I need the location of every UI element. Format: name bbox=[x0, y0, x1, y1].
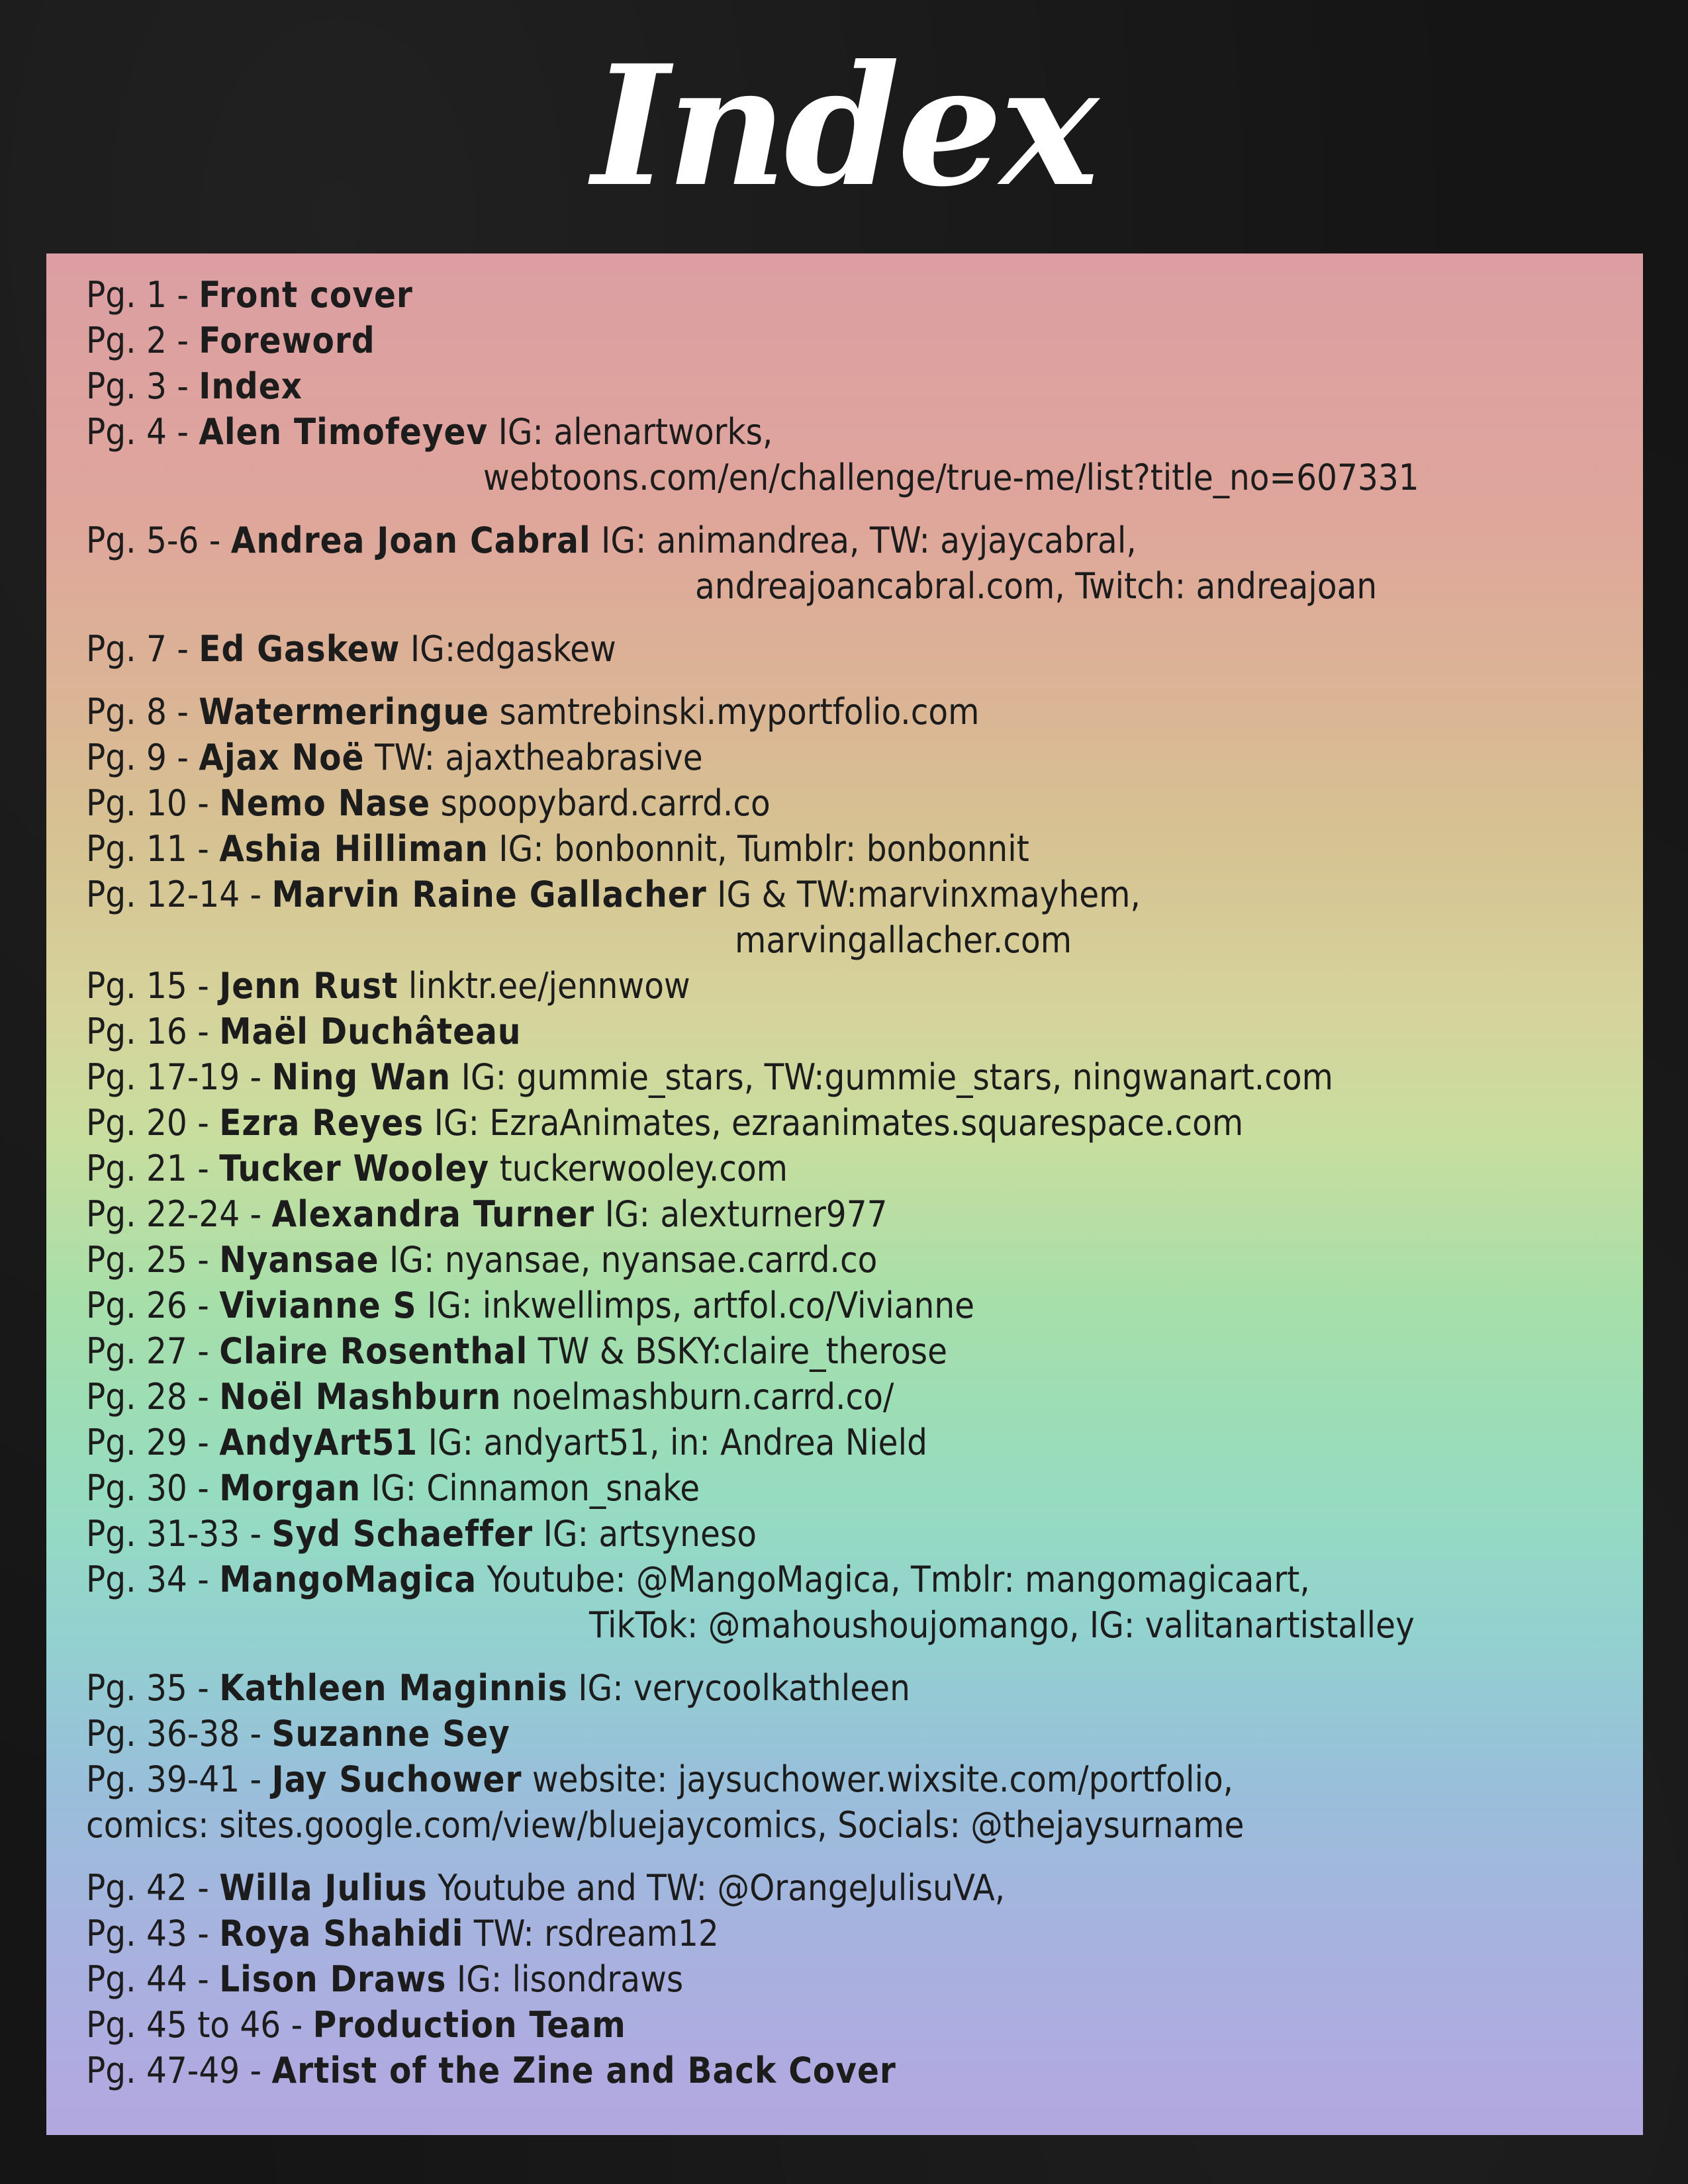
index-entry bbox=[86, 1009, 1628, 1054]
artist-links: IG:edgaskew bbox=[410, 628, 616, 670]
index-entry bbox=[86, 1911, 1628, 1956]
artist-links: website: jaysuchower.wixsite.com/portfolio, bbox=[532, 1758, 1234, 1800]
artist-name: Syd Schaeffer bbox=[271, 1513, 534, 1555]
artist-links: IG: Cinnamon_snake bbox=[371, 1467, 700, 1509]
page-range: Pg. 17-19 - bbox=[86, 1056, 272, 1098]
artist-links: Youtube and TW: @OrangeJulisuVA, bbox=[438, 1867, 1006, 1909]
artist-name: Marvin Raine Gallacher bbox=[271, 874, 707, 915]
artist-links: IG: EzraAnimates, ezraanimates.squarespace.com bbox=[434, 1102, 1244, 1144]
page-range: Pg. 5-6 - bbox=[86, 520, 231, 561]
index-entry bbox=[86, 1328, 1628, 1374]
page-range: Pg. 1 - bbox=[86, 274, 199, 316]
artist-name: Nyansae bbox=[219, 1239, 379, 1281]
artist-name: Artist of the Zine and Back Cover bbox=[271, 2050, 896, 2091]
artist-links: IG: inkwellimps, artfol.co/Vivianne bbox=[427, 1285, 975, 1326]
artist-name: Alexandra Turner bbox=[271, 1193, 595, 1235]
artist-links: IG: alenartworks, bbox=[498, 411, 773, 453]
index-entry bbox=[86, 963, 1628, 1009]
page-range: Pg. 39-41 - bbox=[86, 1758, 272, 1800]
artist-name: Lison Draws bbox=[219, 1958, 447, 2000]
artist-links: IG: alexturner977 bbox=[604, 1193, 888, 1235]
index-entry bbox=[86, 1420, 1628, 1465]
page-range: Pg. 9 - bbox=[86, 737, 199, 778]
index-entry bbox=[86, 1191, 1628, 1237]
page-range: Pg. 4 - bbox=[86, 411, 199, 453]
artist-name: Suzanne Sey bbox=[271, 1713, 510, 1754]
page-range: Pg. 28 - bbox=[86, 1376, 220, 1418]
artist-links-continued: andreajoancabral.com, Twitch: andreajoan bbox=[695, 565, 1378, 607]
index-entry bbox=[86, 1956, 1628, 2002]
index-entry bbox=[86, 518, 1628, 563]
page-range: Pg. 8 - bbox=[86, 691, 199, 733]
artist-links: IG: artsyneso bbox=[543, 1513, 757, 1555]
artist-name: Kathleen Maginnis bbox=[219, 1667, 568, 1709]
index-entry bbox=[86, 1665, 1628, 1711]
artist-name: Vivianne S bbox=[219, 1285, 417, 1326]
page-range: Pg. 31-33 - bbox=[86, 1513, 272, 1555]
index-entry bbox=[86, 1054, 1628, 1100]
page-range: Pg. 45 to 46 - bbox=[86, 2004, 313, 2046]
index-entry bbox=[86, 1283, 1628, 1328]
index-entry bbox=[86, 272, 1628, 318]
page-title: Index bbox=[592, 28, 1096, 223]
index-entry bbox=[86, 1465, 1628, 1511]
artist-links: spoopybard.carrd.co bbox=[440, 782, 771, 824]
page-range: Pg. 16 - bbox=[86, 1011, 220, 1052]
index-entry bbox=[86, 1237, 1628, 1283]
index-entry bbox=[86, 1711, 1628, 1756]
index-entry bbox=[86, 1756, 1628, 1802]
index-entry bbox=[86, 1100, 1628, 1146]
artist-name: Production Team bbox=[312, 2004, 626, 2046]
page-range: Pg. 27 - bbox=[86, 1330, 220, 1372]
index-entry bbox=[86, 1865, 1628, 1911]
page-range: Pg. 47-49 - bbox=[86, 2050, 272, 2091]
artist-links: IG: nyansae, nyansae.carrd.co bbox=[389, 1239, 878, 1281]
page-range: Pg. 3 - bbox=[86, 365, 199, 407]
index-entry bbox=[86, 1146, 1628, 1191]
artist-links: TW & BSKY:claire_therose bbox=[538, 1330, 948, 1372]
index-entry bbox=[86, 826, 1628, 872]
index-entry bbox=[86, 2002, 1628, 2048]
artist-name: Index bbox=[199, 365, 303, 407]
artist-name: Ajax Noë bbox=[199, 737, 365, 778]
index-entry bbox=[86, 363, 1628, 409]
index-entry bbox=[86, 1374, 1628, 1420]
artist-name: AndyArt51 bbox=[219, 1422, 418, 1463]
page-range: Pg. 26 - bbox=[86, 1285, 220, 1326]
index-entry bbox=[86, 780, 1628, 826]
artist-links: Youtube: @MangoMagica, Tmblr: mangomagicaart, bbox=[487, 1559, 1310, 1600]
artist-links: IG: verycoolkathleen bbox=[578, 1667, 910, 1709]
page-range: Pg. 30 - bbox=[86, 1467, 220, 1509]
index-panel bbox=[46, 253, 1643, 2135]
page-range: Pg. 43 - bbox=[86, 1913, 220, 1954]
artist-name: Nemo Nase bbox=[219, 782, 431, 824]
page-range: Pg. 20 - bbox=[86, 1102, 220, 1144]
artist-name: Ashia Hilliman bbox=[219, 828, 489, 870]
artist-links: IG: andyart51, in: Andrea Nield bbox=[428, 1422, 927, 1463]
artist-links-continued: comics: sites.google.com/view/bluejaycomics, Socials: @thejaysurname bbox=[86, 1804, 1244, 1846]
page-range: Pg. 42 - bbox=[86, 1867, 220, 1909]
artist-name: Roya Shahidi bbox=[219, 1913, 464, 1954]
artist-name: Claire Rosenthal bbox=[219, 1330, 528, 1372]
artist-links-continued: marvingallacher.com bbox=[735, 919, 1072, 961]
artist-links: TW: ajaxtheabrasive bbox=[374, 737, 703, 778]
artist-links-continued: webtoons.com/en/challenge/true-me/list?title_no=607331 bbox=[483, 457, 1419, 498]
artist-links: IG: bonbonnit, Tumblr: bonbonnit bbox=[498, 828, 1029, 870]
page-range: Pg. 34 - bbox=[86, 1559, 220, 1600]
index-entry bbox=[86, 689, 1628, 735]
artist-links: IG: gummie_stars, TW:gummie_stars, ningwanart.com bbox=[461, 1056, 1333, 1098]
artist-name: Tucker Wooley bbox=[219, 1148, 490, 1189]
artist-name: Jenn Rust bbox=[219, 965, 399, 1007]
artist-links: samtrebinski.myportfolio.com bbox=[499, 691, 980, 733]
artist-name: Noël Mashburn bbox=[219, 1376, 502, 1418]
artist-name: Willa Julius bbox=[219, 1867, 428, 1909]
page-range: Pg. 36-38 - bbox=[86, 1713, 272, 1754]
artist-name: Andrea Joan Cabral bbox=[230, 520, 591, 561]
page-range: Pg. 7 - bbox=[86, 628, 199, 670]
index-entry bbox=[86, 318, 1628, 363]
artist-links: noelmashburn.carrd.co/ bbox=[511, 1376, 894, 1418]
page-range: Pg. 12-14 - bbox=[86, 874, 272, 915]
artist-links-continued: TikTok: @mahoushoujomango, IG: valitanartistalley bbox=[589, 1604, 1415, 1646]
page-range: Pg. 11 - bbox=[86, 828, 220, 870]
index-entry bbox=[86, 735, 1628, 780]
page-range: Pg. 21 - bbox=[86, 1148, 220, 1189]
artist-name: Foreword bbox=[199, 320, 375, 361]
index-list bbox=[86, 272, 1628, 2093]
artist-name: Ning Wan bbox=[271, 1056, 451, 1098]
index-entry bbox=[86, 872, 1628, 917]
index-entry bbox=[86, 626, 1628, 672]
artist-name: Morgan bbox=[219, 1467, 361, 1509]
page-range: Pg. 25 - bbox=[86, 1239, 220, 1281]
index-entry bbox=[86, 1511, 1628, 1557]
artist-links: IG & TW:marvinxmayhem, bbox=[717, 874, 1141, 915]
page-range: Pg. 2 - bbox=[86, 320, 199, 361]
page-range: Pg. 44 - bbox=[86, 1958, 220, 2000]
artist-links: linktr.ee/jennwow bbox=[408, 965, 690, 1007]
page-range: Pg. 10 - bbox=[86, 782, 220, 824]
index-entry bbox=[86, 2048, 1628, 2093]
artist-name: Ezra Reyes bbox=[219, 1102, 424, 1144]
artist-links: TW: rsdream12 bbox=[473, 1913, 719, 1954]
artist-links: tuckerwooley.com bbox=[499, 1148, 788, 1189]
index-entry bbox=[86, 1557, 1628, 1602]
index-entry bbox=[86, 409, 1628, 455]
artist-name: Alen Timofeyev bbox=[199, 411, 489, 453]
artist-name: Front cover bbox=[199, 274, 413, 316]
artist-name: Ed Gaskew bbox=[199, 628, 400, 670]
page-range: Pg. 15 - bbox=[86, 965, 220, 1007]
artist-name: Jay Suchower bbox=[271, 1758, 522, 1800]
page-range: Pg. 35 - bbox=[86, 1667, 220, 1709]
page-range: Pg. 22-24 - bbox=[86, 1193, 272, 1235]
page-range: Pg. 29 - bbox=[86, 1422, 220, 1463]
artist-name: Watermeringue bbox=[199, 691, 490, 733]
artist-name: MangoMagica bbox=[219, 1559, 477, 1600]
artist-links: IG: lisondraws bbox=[456, 1958, 684, 2000]
artist-links: IG: animandrea, TW: ayjaycabral, bbox=[601, 520, 1137, 561]
artist-name: Maël Duchâteau bbox=[219, 1011, 522, 1052]
